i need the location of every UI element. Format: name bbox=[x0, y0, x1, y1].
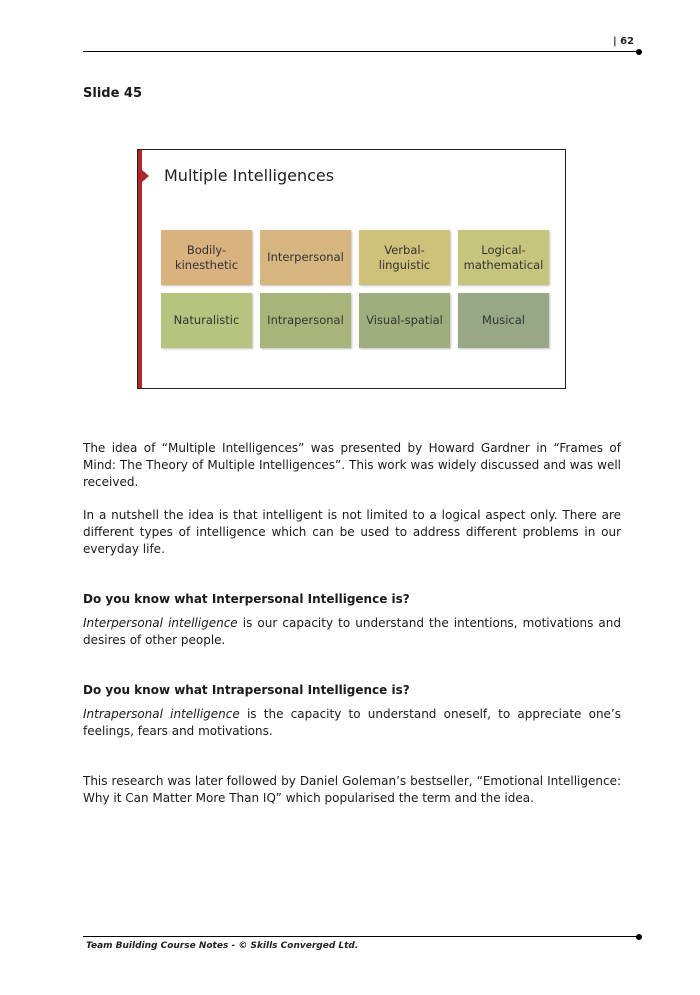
intrapersonal-term: Intrapersonal intelligence bbox=[83, 707, 240, 721]
intelligence-tile: Visual-spatial bbox=[359, 293, 450, 348]
intrapersonal-description: is the capacity to understand oneself, to appreciate one’s feelings, fears and motivations. bbox=[83, 707, 622, 738]
intelligence-tile: Logical- mathematical bbox=[458, 230, 549, 285]
paragraph-goleman: This research was later followed by Daniel Goleman’s bestseller, “Emotional Intelligence: Why it Can Matter More Than IQ” which popularised the term and the idea. bbox=[83, 774, 621, 805]
intelligence-tiles bbox=[161, 230, 549, 348]
interpersonal-term: Interpersonal intelligence bbox=[83, 616, 238, 630]
slide-arrow-icon bbox=[142, 170, 149, 182]
question-intrapersonal-heading: Do you know what Intrapersonal Intelligence is? bbox=[83, 683, 410, 697]
intrapersonal-definition bbox=[83, 706, 621, 740]
intelligence-tile: Interpersonal bbox=[260, 230, 351, 285]
intelligence-tile: Intrapersonal bbox=[260, 293, 351, 348]
question-interpersonal-heading: Do you know what Interpersonal Intelligence is? bbox=[83, 592, 410, 606]
intelligence-tile: Bodily- kinesthetic bbox=[161, 230, 252, 285]
intelligence-tile: Verbal- linguistic bbox=[359, 230, 450, 285]
header-rule-dot bbox=[636, 49, 642, 55]
slide-accent-bar bbox=[138, 150, 142, 388]
interpersonal-description: is our capacity to understand the intentions, motivations and desires of other people. bbox=[83, 616, 621, 647]
footer-text: Team Building Course Notes - © Skills Converged Ltd. bbox=[86, 941, 359, 951]
slide-label: Slide 45 bbox=[83, 86, 143, 101]
slide-thumbnail bbox=[137, 149, 566, 389]
paragraph-gardner: The idea of “Multiple Intelligences” was presented by Howard Gardner in “Frames of Mind: The Theory of Multiple Intelligences”. This work was widely discussed and was well received. bbox=[83, 441, 621, 489]
header-rule bbox=[83, 51, 638, 52]
page-number: | 62 bbox=[612, 36, 634, 47]
footer-rule bbox=[83, 936, 638, 937]
intelligence-tile: Naturalistic bbox=[161, 293, 252, 348]
interpersonal-definition bbox=[83, 615, 621, 649]
intelligence-tile: Musical bbox=[458, 293, 549, 348]
slide-title: Multiple Intelligences bbox=[164, 166, 335, 185]
footer-rule-dot bbox=[636, 934, 642, 940]
paragraph-nutshell: In a nutshell the idea is that intelligent is not limited to a logical aspect only. There are different types of intelligence which can be used to address different problems in our everyday life. bbox=[83, 508, 621, 556]
